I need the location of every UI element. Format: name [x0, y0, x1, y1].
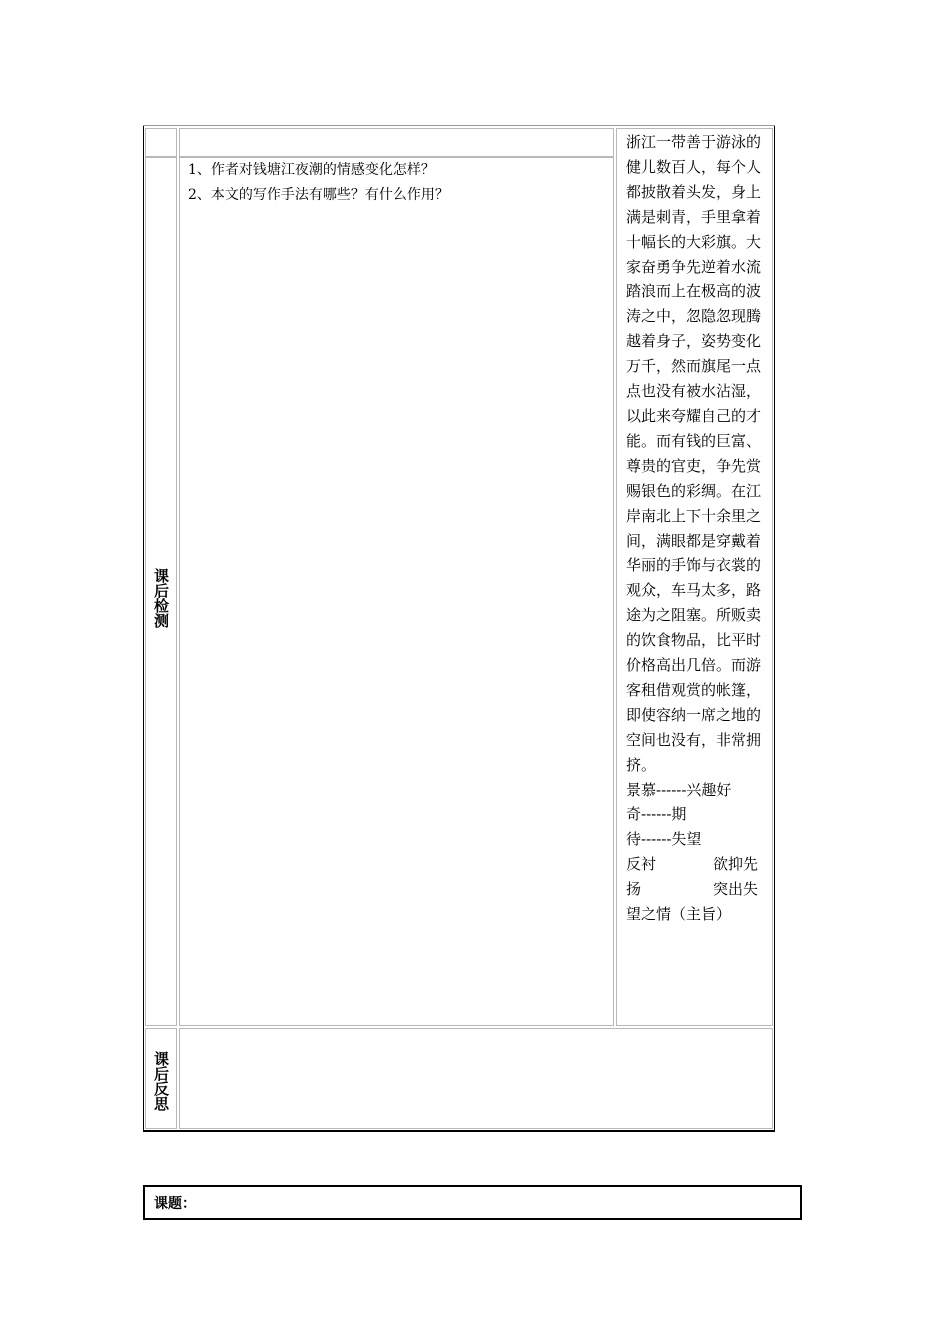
emotion-line-3: 待------失望	[626, 830, 702, 849]
technique-line-1-right: 欲抑先	[712, 855, 758, 874]
technique-line-2-left: 扬	[626, 880, 642, 899]
technique-line-2-right: 突出失	[712, 880, 758, 899]
next-lesson-title-box	[143, 1185, 802, 1220]
after-class-test-label: 课后检测	[152, 568, 170, 628]
technique-line-3-left: 望之情（主旨）	[626, 905, 732, 924]
top-middle-cell	[179, 128, 614, 157]
answer-notes	[626, 130, 766, 927]
technique-line-1	[626, 852, 766, 877]
emotion-line-1: 景慕------兴趣好	[626, 780, 732, 799]
answer-paragraph: 浙江一带善于游泳的健儿数百人，每个人都披散着头发，身上满是刺青，手里拿着十幅长的大彩旗。大家奋勇争先逆着水流踏浪而上在极高的波涛之中，忽隐忽现腾越着身子，姿势变化万千，然而旗尾一点点也没有被水沾湿，以此来夸耀自己的才能。而有钱的巨富、尊贵的官吏，争先赏赐银色的彩绸。在江岸南北上下十余里之间，满眼都是穿戴着华丽的手饰与衣裳的观众，车马太多，路途为之阻塞。所贩卖的饮食物品，比平时价格高出几倍。而游客租借观赏的帐篷，即使容纳一席之地的空间也没有，非常拥挤。	[626, 133, 762, 774]
technique-line-1-left: 反衬	[626, 855, 657, 874]
lesson-title-label: 课题：	[154, 1196, 196, 1212]
question-1: 1、作者对钱塘江夜潮的情感变化怎样？	[188, 162, 435, 178]
question-2: 2、本文的写作手法有哪些？有什么作用？	[188, 187, 449, 203]
technique-line-3	[626, 902, 766, 927]
top-left-cell	[145, 128, 177, 157]
questions-cell	[179, 157, 614, 1026]
after-class-reflection-label: 课后反思	[152, 1051, 170, 1111]
reflection-content-cell	[179, 1028, 773, 1129]
emotion-line-2: 奇------期	[626, 805, 687, 824]
technique-line-2	[626, 877, 766, 902]
